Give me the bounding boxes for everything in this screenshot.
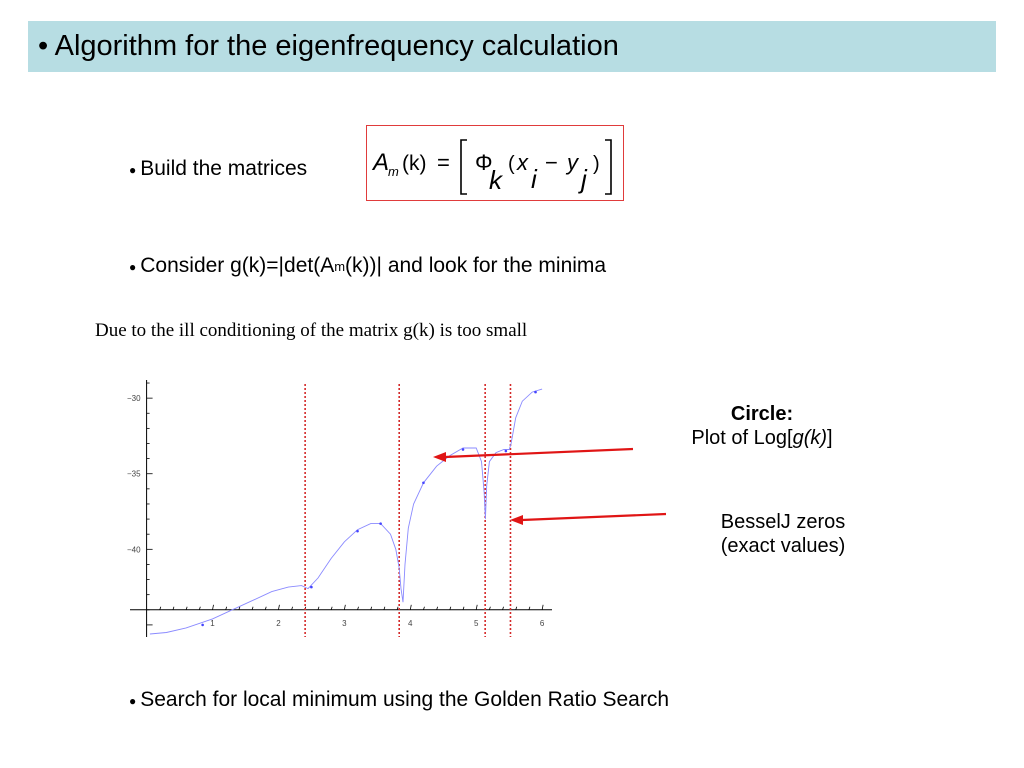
bessel-line-1: BesselJ zeros bbox=[720, 511, 846, 533]
curve-marker bbox=[201, 624, 204, 627]
x-tick-label: 3 bbox=[342, 618, 347, 628]
curve-markers bbox=[201, 391, 536, 626]
curve-marker bbox=[462, 448, 465, 451]
y-tick-label: −35 bbox=[127, 469, 141, 479]
x-tick-label: 4 bbox=[408, 618, 413, 628]
formula-phi: Φ bbox=[475, 150, 493, 175]
ill-conditioning-note: Due to the ill conditioning of the matrix g(k) is too small bbox=[95, 320, 528, 341]
formula-m: m bbox=[388, 164, 399, 179]
circle-title: Circle: bbox=[730, 403, 794, 425]
curve-marker bbox=[379, 522, 382, 525]
circle-arrow-shaft bbox=[445, 449, 633, 457]
curve-marker bbox=[505, 450, 508, 453]
bessel-arrow-head-icon bbox=[510, 515, 523, 525]
formula-minus: − bbox=[545, 150, 558, 175]
formula-x: x bbox=[517, 150, 528, 175]
curve-marker bbox=[310, 586, 313, 589]
y-tick-label: −30 bbox=[127, 394, 141, 404]
formula-k-arg: (k) bbox=[402, 152, 427, 175]
x-minor-tick bbox=[476, 605, 477, 610]
bessel-line-2: (exact values) bbox=[720, 535, 846, 557]
x-minor-tick bbox=[344, 605, 345, 610]
formula-i: i bbox=[531, 164, 537, 194]
chart-axes bbox=[127, 380, 552, 637]
plot-label: Plot of Log[g(k)] bbox=[691, 427, 833, 449]
x-minor-tick bbox=[542, 605, 543, 610]
formula-y: y bbox=[567, 150, 578, 175]
x-tick-label: 5 bbox=[473, 618, 479, 628]
bullet-dot-icon: ● bbox=[129, 694, 137, 708]
formula-j: j bbox=[581, 164, 587, 194]
circle-arrow-head-icon bbox=[433, 452, 446, 462]
formula-close-paren: ) bbox=[593, 153, 600, 175]
x-tick-label: 6 bbox=[539, 618, 545, 628]
curve-marker bbox=[356, 530, 359, 533]
formula-equals: = bbox=[437, 150, 450, 175]
bullet-consider-pre: Consider g(k)=|det(A bbox=[140, 254, 335, 277]
curve-marker bbox=[422, 482, 425, 485]
circle-annotation bbox=[667, 402, 857, 450]
bullet-dot-icon: ● bbox=[129, 163, 137, 177]
bessel-annotation bbox=[688, 510, 878, 558]
bullet-dot-icon: ● bbox=[129, 260, 137, 274]
curve-marker bbox=[534, 391, 537, 394]
x-minor-tick bbox=[410, 605, 411, 610]
annotation-arrows bbox=[433, 449, 666, 525]
y-tick-label: −40 bbox=[127, 545, 141, 555]
bullet-build-text: Build the matrices bbox=[140, 157, 308, 180]
log-g-curve bbox=[150, 389, 542, 634]
x-minor-tick bbox=[278, 605, 279, 610]
bullet-consider-sub: m bbox=[334, 258, 346, 274]
x-tick-label: 1 bbox=[210, 618, 215, 628]
bessel-zero-lines bbox=[305, 384, 510, 637]
formula-k-sub: k bbox=[489, 165, 502, 195]
bessel-arrow-shaft bbox=[522, 514, 666, 520]
formula-A: A bbox=[373, 149, 390, 176]
bullet-search bbox=[129, 688, 669, 712]
slide-title: • Algorithm for the eigenfrequency calculation bbox=[38, 30, 619, 62]
x-minor-tick bbox=[213, 605, 214, 610]
bullet-search-text: Search for local minimum using the Golden Ratio Search bbox=[140, 688, 670, 711]
x-tick-label: 2 bbox=[276, 618, 281, 628]
formula-open-paren: ( bbox=[508, 153, 515, 175]
bullet-consider-post: (k))| and look for the minima bbox=[345, 254, 607, 277]
